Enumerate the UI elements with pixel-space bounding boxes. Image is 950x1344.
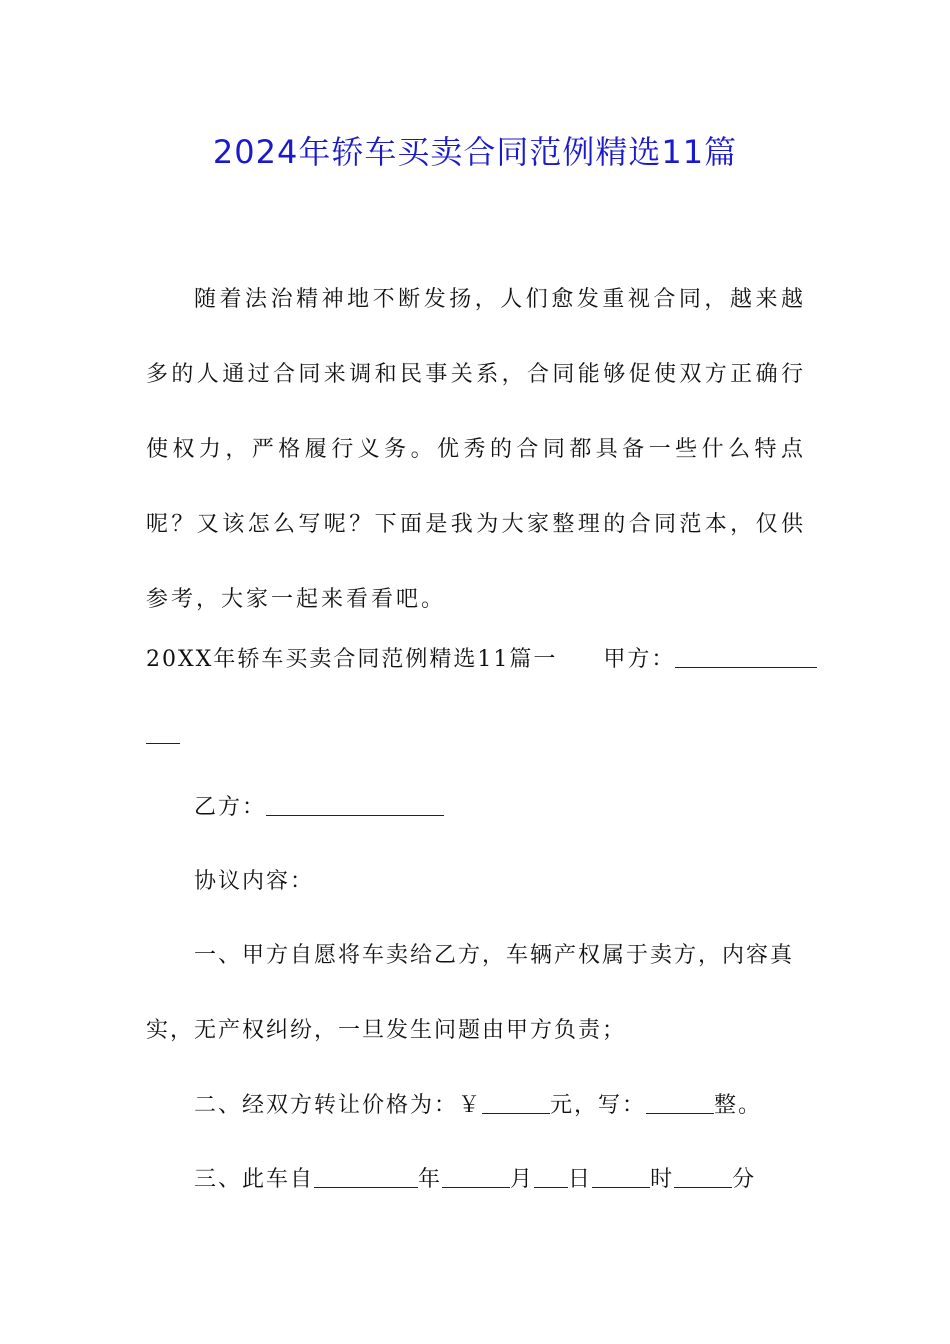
clause-3-minute: 分 — [732, 1167, 757, 1192]
document-title: 2024年轿车买卖合同范例精选11篇 — [212, 133, 738, 171]
party-b-blank — [266, 793, 444, 816]
section-heading-line — [146, 640, 806, 680]
clause-2-suffix: 整。 — [714, 1093, 763, 1118]
party-a-blank-tail — [146, 721, 180, 744]
clause-2-prefix: 二、经双方转让价格为：￥ — [194, 1093, 483, 1118]
clause-1-line-2: 实，无产权纠纷，一旦发生问题由甲方负责； — [146, 1018, 627, 1043]
party-b-label: 乙方： — [194, 795, 267, 820]
hour-blank — [592, 1165, 650, 1188]
day-blank — [534, 1165, 568, 1188]
clause-3-year: 年 — [418, 1167, 443, 1192]
price-number-blank — [482, 1091, 550, 1114]
clause-3-line — [146, 1160, 806, 1200]
party-a-label: 甲方： — [603, 647, 676, 672]
price-words-blank — [646, 1091, 714, 1114]
party-a-blank-continued — [146, 716, 806, 756]
clause-1-line-1: 一、甲方自愿将车卖给乙方，车辆产权属于卖方，内容真 — [194, 943, 795, 968]
month-blank — [442, 1165, 510, 1188]
year-blank — [314, 1165, 418, 1188]
clause-2-mid: 元，写： — [550, 1093, 647, 1118]
clause-3-month: 月 — [510, 1167, 535, 1192]
clause-2-line — [146, 1086, 806, 1126]
clause-3-prefix: 三、此车自 — [194, 1167, 315, 1192]
agreement-heading: 协议内容： — [194, 869, 315, 894]
party-a-blank — [675, 645, 817, 668]
intro-paragraph: 随着法治精神地不断发扬，人们愈发重视合同，越来越多的人通过合同来调和民事关系，合同能够促使双方正确行使权力，严格履行义务。优秀的合同都具备一些什么特点呢？又该怎么写呢？下面是我为大家整理的合同范本，仅供参考，大家一起来看看吧。 — [146, 287, 806, 612]
section-heading: 20XX年轿车买卖合同范例精选11篇一 — [146, 647, 558, 672]
clause-3-day: 日 — [568, 1167, 593, 1192]
party-b-line — [146, 788, 806, 828]
clause-3-hour: 时 — [650, 1167, 675, 1192]
minute-blank — [674, 1165, 732, 1188]
